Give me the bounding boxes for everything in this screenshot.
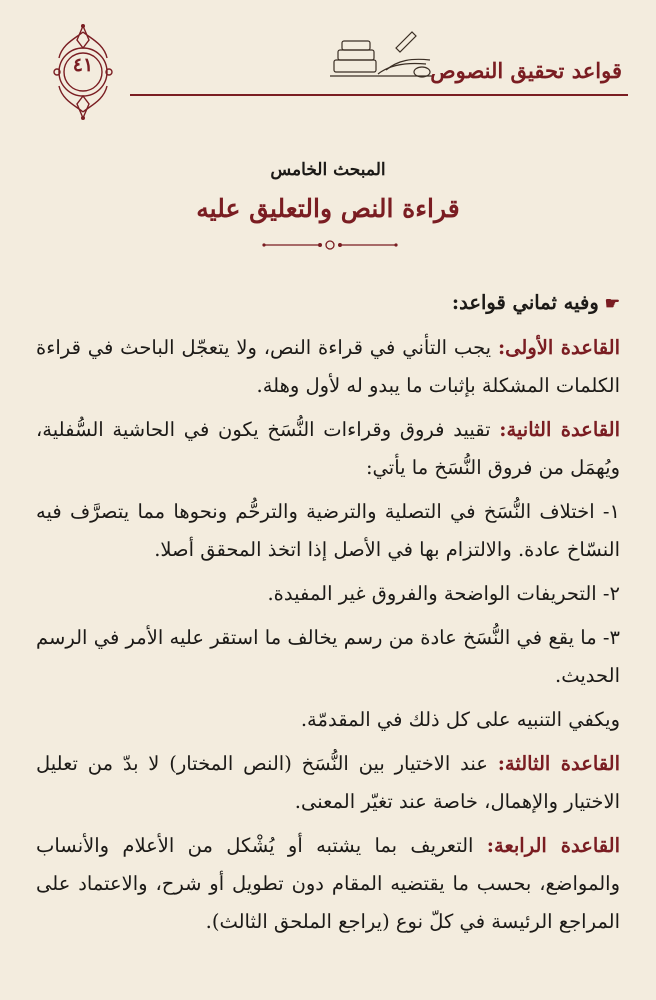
running-title: قواعد تحقيق النصوص: [430, 58, 622, 83]
ornamental-divider-icon: [260, 238, 400, 252]
rule-3-label: القاعدة الثالثة:: [497, 752, 620, 775]
section-label: المبحث الخامس: [270, 160, 386, 180]
list-item: ٣- ما يقع في النُّسَخ عادة من رسم يخالف ما استقر عليه الأمر في الرسم الحديث.: [36, 626, 620, 687]
rule-4-text: التعريف بما يشتبه أو يُشْكل من الأعلام والأنساب والمواضع، بحسب ما يقتضيه المقام دون تطويل أو شرح، والاعتماد على المراجع الرئيسة في كلّ نوع (يراجع الملحق الثالث).: [36, 834, 620, 933]
pointing-hand-icon: ☛: [604, 294, 620, 314]
note-paragraph: ويكفي التنبيه على كل ذلك في المقدمّة.: [300, 708, 620, 731]
rule-1-label: القاعدة الأولى:: [497, 336, 621, 359]
section-title: قراءة النص والتعليق عليه: [196, 194, 460, 223]
list-item: ١- اختلاف النُّسَخ في التصلية والترضية والترحُّم ونحوها مما يتصرَّف فيه النسّاخ عادة. والالتزام بها في الأصل إذا اتخذ المحقق أصلا.: [36, 500, 620, 561]
body-text: [36, 284, 620, 947]
rule-2-paragraph: [36, 411, 620, 487]
page-number: ٤١: [72, 54, 94, 76]
rule-1-paragraph: [36, 329, 620, 405]
rule-2-label: القاعدة الثانية:: [499, 418, 620, 441]
rule-4-label: القاعدة الرابعة:: [486, 834, 620, 857]
header-rule: [130, 94, 628, 96]
rule-1-text: يجب التأني في قراءة النص، ولا يتعجّل الباحث في قراءة الكلمات المشكلة بإثبات ما يبدو له لأول وهلة.: [36, 336, 620, 397]
rule-2-text: تقييد فروق وقراءات النُّسَخ يكون في الحاشية السُّفلية، ويُهمَل من فروق النُّسَخ ما يأتي:: [36, 418, 620, 479]
books-and-quill-icon: [326, 30, 436, 82]
intro-paragraph: [36, 284, 620, 323]
rule-4-paragraph: [36, 827, 620, 941]
list-item: ٢- التحريفات الواضحة والفروق غير المفيدة.: [267, 582, 620, 605]
rule-3-paragraph: [36, 745, 620, 821]
intro-text: وفيه ثماني قواعد:: [451, 291, 599, 314]
rule-3-text: عند الاختيار بين النُّسَخ (النص المختار) لا بدّ من تعليل الاختيار والإهمال، خاصة عند تغيّر المعنى.: [36, 752, 620, 813]
